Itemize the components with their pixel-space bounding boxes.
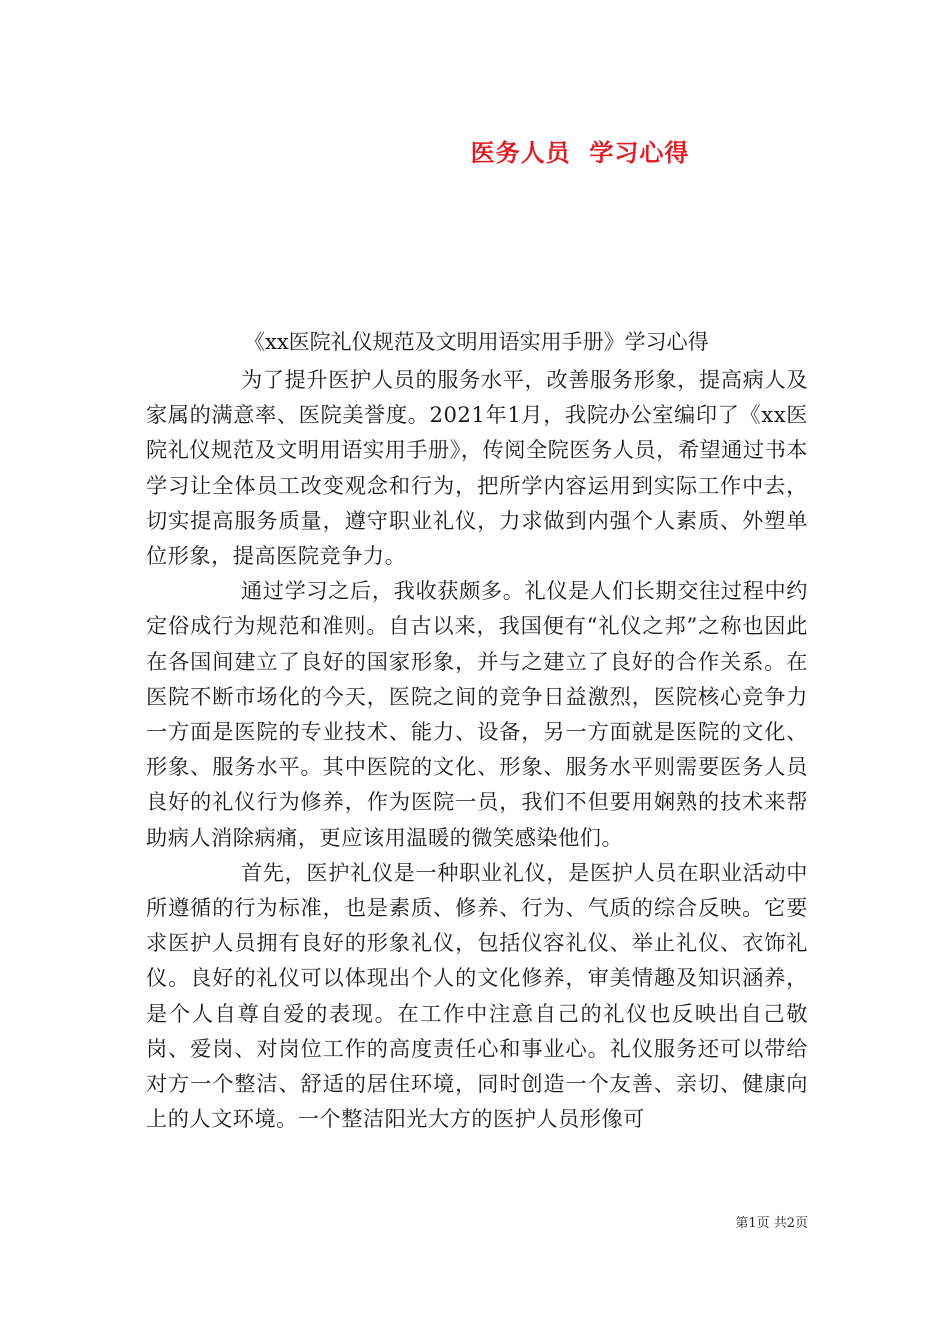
paragraph-2: 通过学习之后，我收获颇多。礼仪是人们长期交往过程中约定俗成行为规范和准则。自古以来，我国便有“礼仪之邦”之称也因此在各国间建立了良好的国家形象，并与之建立了良好的合作关系。在医院不断市场化的今天，医院之间的竞争日益激烈，医院核心竞争力一方面是医院的专业技术、能力、设备，另一方面就是医院的文化、形象、服务水平。其中医院的文化、形象、服务水平则需要医务人员良好的礼仪行为修养，作为医院一员，我们不但要用娴熟的技术来帮助病人消除病痛，更应该用温暖的微笑感染他们。 <box>146 578 808 850</box>
document-title: 医务人员 学习心得 <box>470 139 690 167</box>
document-body <box>146 362 808 1136</box>
paragraph-1: 为了提升医护人员的服务水平，改善服务形象，提高病人及家属的满意率、医院美誉度。2021年1月，我院办公室编印了《xx医院礼仪规范及文明用语实用手册》，传阅全院医务人员，希望通过书本学习让全体员工改变观念和行为，把所学内容运用到实际工作中去，切实提高服务质量，遵守职业礼仪，力求做到内强个人素质、外塑单位形象，提高医院竞争力。 <box>146 367 808 569</box>
paragraph-3: 首先，医护礼仪是一种职业礼仪，是医护人员在职业活动中所遵循的行为标准，也是素质、修养、行为、气质的综合反映。它要求医护人员拥有良好的形象礼仪，包括仪容礼仪、举止礼仪、衣饰礼仪。良好的礼仪可以体现出个人的文化修养，审美情趣及知识涵养，是个人自尊自爱的表现。在工作中注意自己的礼仪也反映出自己敬岗、爱岗、对岗位工作的高度责任心和事业心。礼仪服务还可以带给对方一个整洁、舒适的居住环境，同时创造一个友善、亲切、健康向上的人文环境。一个整洁阳光大方的医护人员形像可 <box>146 859 808 1132</box>
document-subtitle: 《xx医院礼仪规范及文明用语实用手册》学习心得 <box>244 330 709 354</box>
page-number-footer: 第1页 共2页 <box>735 1216 808 1231</box>
